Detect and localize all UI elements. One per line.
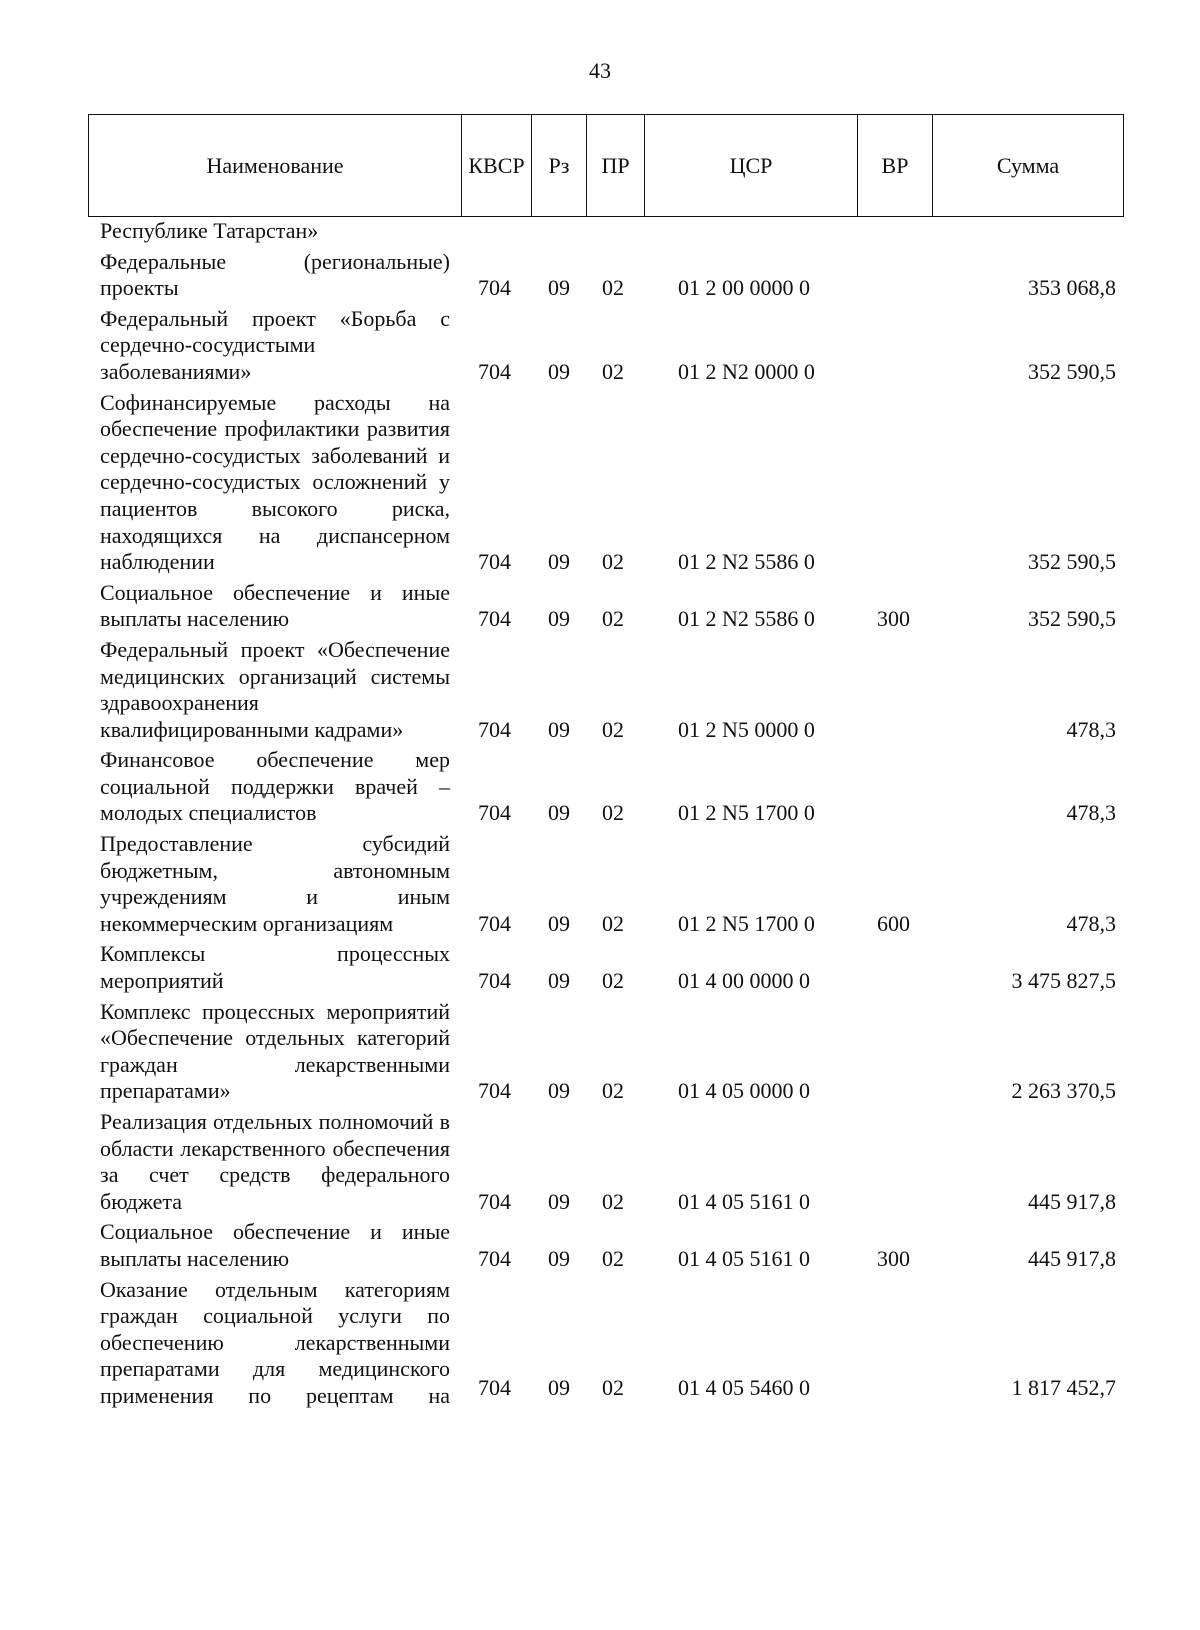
row-kvsr: 704 (478, 968, 511, 994)
row-name: Реализация отдельных полномочий в области лекарственного обеспечения за счет средств федерального бюджета (100, 1109, 450, 1214)
row-pr: 02 (602, 968, 624, 994)
row-csr: 01 2 N2 0000 0 (678, 358, 815, 384)
row-pr: 02 (602, 549, 624, 575)
table-row (0, 999, 1200, 1105)
row-vr: 300 (877, 1245, 910, 1271)
row-sum: 478,3 (1066, 716, 1116, 742)
row-kvsr: 704 (478, 1245, 511, 1271)
row-csr: 01 4 05 5460 0 (678, 1374, 810, 1400)
table-row (0, 831, 1200, 937)
row-kvsr: 704 (478, 1078, 511, 1104)
row-pr: 02 (602, 358, 624, 384)
row-rz: 09 (548, 968, 570, 994)
row-rz: 09 (548, 1188, 570, 1214)
row-csr: 01 2 N5 0000 0 (678, 716, 815, 742)
header-kvsr: КВСР (462, 115, 532, 216)
row-vr: 600 (877, 910, 910, 936)
row-pr: 02 (602, 1245, 624, 1271)
row-sum: 478,3 (1066, 910, 1116, 936)
table-body (0, 218, 1200, 1414)
row-csr: 01 4 05 5161 0 (678, 1245, 810, 1271)
row-sum: 353 068,8 (1028, 275, 1116, 301)
table-row (0, 1277, 1200, 1410)
row-sum: 445 917,8 (1028, 1245, 1116, 1271)
row-name: Республике Татарстан» (100, 218, 319, 243)
row-csr: 01 2 N5 1700 0 (678, 800, 815, 826)
row-csr: 01 2 N5 1700 0 (678, 910, 815, 936)
row-sum: 352 590,5 (1028, 358, 1116, 384)
row-name: Федеральный проект «Обеспечение медицинских организаций системы здравоохранения квалифицированными кадрами» (100, 636, 450, 742)
header-pr: ПР (587, 115, 645, 216)
row-kvsr: 704 (478, 549, 511, 575)
row-kvsr: 704 (478, 1374, 511, 1400)
row-kvsr: 704 (478, 606, 511, 632)
row-name: Социальное обеспечение и иные выплаты населению (100, 1219, 450, 1271)
row-sum: 478,3 (1066, 800, 1116, 826)
row-rz: 09 (548, 716, 570, 742)
row-kvsr: 704 (478, 1188, 511, 1214)
row-sum: 352 590,5 (1028, 606, 1116, 632)
row-kvsr: 704 (478, 716, 511, 742)
header-name: Наименование (89, 115, 462, 216)
row-kvsr: 704 (478, 358, 511, 384)
row-name: Оказание отдельным категориям граждан социальной услуги по обеспечению лекарственными препаратами для медицинского применения по рецептам на (100, 1276, 450, 1408)
row-pr: 02 (602, 1188, 624, 1214)
row-vr: 300 (877, 606, 910, 632)
header-rz: Рз (532, 115, 587, 216)
row-sum: 3 475 827,5 (1011, 968, 1116, 994)
row-sum: 1 817 452,7 (1011, 1374, 1116, 1400)
row-pr: 02 (602, 716, 624, 742)
table-row (0, 218, 1200, 245)
header-vr: ВР (858, 115, 933, 216)
header-csr: ЦСР (645, 115, 858, 216)
row-pr: 02 (602, 800, 624, 826)
table-row (0, 637, 1200, 743)
row-rz: 09 (548, 1078, 570, 1104)
row-csr: 01 4 00 0000 0 (678, 968, 810, 994)
row-pr: 02 (602, 910, 624, 936)
row-csr: 01 2 00 0000 0 (678, 275, 810, 301)
row-csr: 01 4 05 0000 0 (678, 1078, 810, 1104)
table-row (0, 390, 1200, 576)
row-pr: 02 (602, 275, 624, 301)
table-row (0, 249, 1200, 302)
row-csr: 01 2 N2 5586 0 (678, 549, 815, 575)
table-row (0, 941, 1200, 994)
row-kvsr: 704 (478, 910, 511, 936)
row-rz: 09 (548, 358, 570, 384)
row-sum: 352 590,5 (1028, 549, 1116, 575)
row-rz: 09 (548, 1245, 570, 1271)
row-name: Социальное обеспечение и иные выплаты населению (100, 579, 450, 632)
row-rz: 09 (548, 800, 570, 826)
row-rz: 09 (548, 910, 570, 936)
header-sum: Сумма (996, 152, 1060, 178)
row-rz: 09 (548, 606, 570, 632)
row-sum: 445 917,8 (1028, 1188, 1116, 1214)
table-row (0, 1219, 1200, 1272)
row-name: Федеральный проект «Борьба с сердечно-сосудистыми заболеваниями» (100, 305, 450, 384)
table-row (0, 306, 1200, 386)
row-name: Софинансируемые расходы на обеспечение профилактики развития сердечно-сосудистых заболеваний и сердечно-сосудистых осложнений у пациентов высокого риска, находящихся на диспансерном наблюдении (100, 389, 450, 575)
row-pr: 02 (602, 606, 624, 632)
row-rz: 09 (548, 1374, 570, 1400)
table-row (0, 1109, 1200, 1215)
table-row (0, 747, 1200, 827)
row-kvsr: 704 (478, 800, 511, 826)
row-csr: 01 4 05 5161 0 (678, 1188, 810, 1214)
row-name: Предоставление субсидий бюджетным, автономным учреждениям и иным некоммерческим организациям (100, 831, 450, 936)
row-kvsr: 704 (478, 275, 511, 301)
row-csr: 01 2 N2 5586 0 (678, 606, 815, 632)
table-header (88, 114, 1124, 217)
row-sum: 2 263 370,5 (1011, 1078, 1116, 1104)
row-pr: 02 (602, 1078, 624, 1104)
row-name: Финансовое обеспечение мер социальной поддержки врачей – молодых специалистов (100, 747, 450, 826)
page-number: 43 (589, 58, 611, 83)
row-name: Федеральные (региональные) проекты (100, 248, 450, 301)
row-rz: 09 (548, 549, 570, 575)
table-row (0, 580, 1200, 633)
row-name: Комплексы процессных мероприятий (100, 941, 450, 994)
row-rz: 09 (548, 275, 570, 301)
row-name: Комплекс процессных мероприятий «Обеспечение отдельных категорий граждан лекарственными препаратами» (100, 998, 450, 1104)
row-pr: 02 (602, 1374, 624, 1400)
